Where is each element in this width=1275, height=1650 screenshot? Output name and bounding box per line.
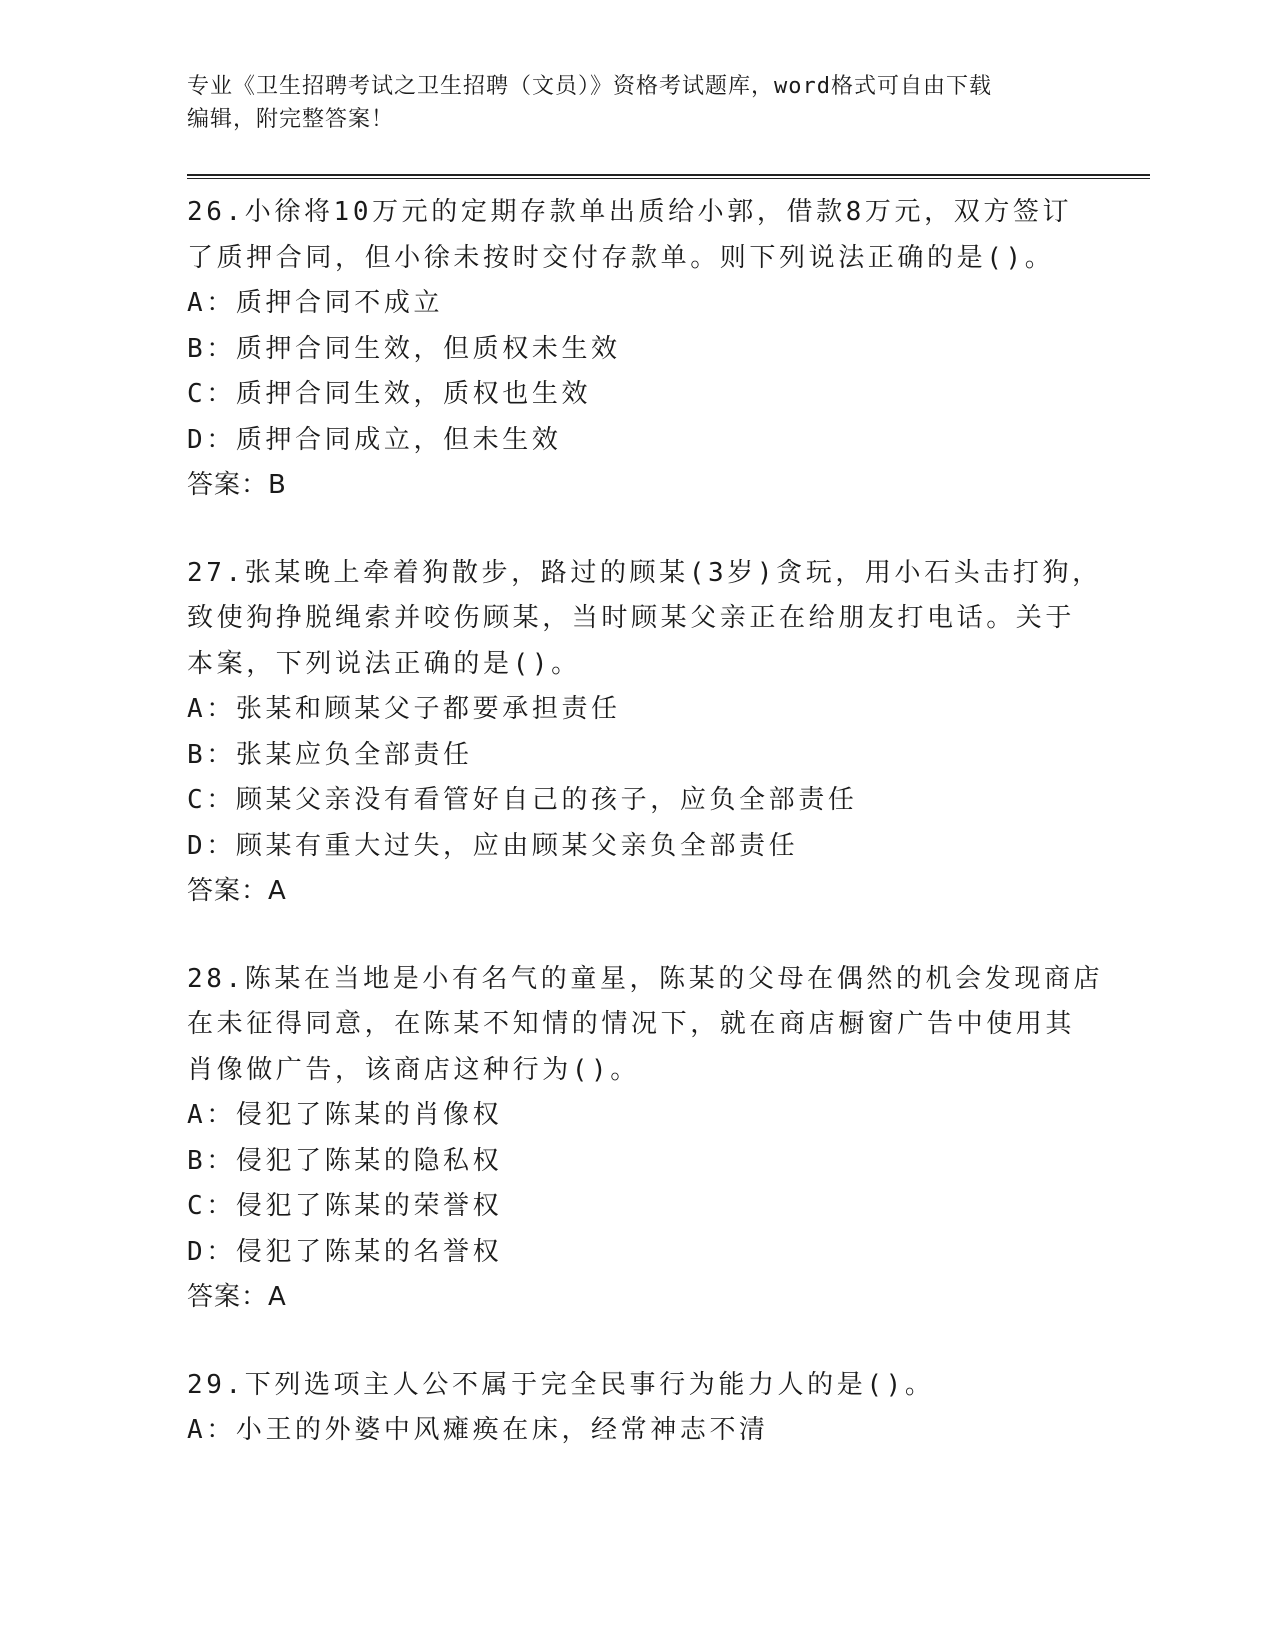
question-28 [187,957,1104,1321]
question-29 [187,1363,1087,1454]
option-a: A：侵犯了陈某的肖像权 [187,1100,503,1130]
option-b: B：张某应负全部责任 [187,739,473,770]
question-stem-line: 27.张某晚上牵着狗散步，路过的顾某(3岁)贪玩，用小石头击打狗， [187,557,1102,588]
option-d: D：顾某有重大过失，应由顾某父亲负全部责任 [187,830,799,861]
document-header [187,70,1087,136]
question-stem-line: 29.下列选项主人公不属于完全民事行为能力人的是()。 [187,1369,935,1400]
question-stem-line: 28.陈某在当地是小有名气的童星，陈某的父母在偶然的机会发现商店 [187,963,1104,994]
option-d: D：侵犯了陈某的名誉权 [187,1236,503,1267]
answer-line: 答案：A [187,1282,287,1312]
option-b: B：侵犯了陈某的隐私权 [187,1145,503,1176]
option-a: A：张某和顾某父子都要承担责任 [187,694,621,724]
option-a: A：小王的外婆中风瘫痪在床，经常神志不清 [187,1415,769,1445]
option-d: D：质押合同成立，但未生效 [187,424,562,455]
question-stem-line: 26.小徐将10万元的定期存款单出质给小郭，借款8万元，双方签订 [187,197,1073,227]
question-stem-line: 肖像做广告，该商店这种行为()。 [187,1054,640,1085]
option-c: C：侵犯了陈某的荣誉权 [187,1191,503,1221]
option-b: B：质押合同生效，但质权未生效 [187,333,621,364]
question-stem-line: 了质押合同，但小徐未按时交付存款单。则下列说法正确的是()。 [187,242,1055,273]
answer-line: 答案：B [187,470,287,500]
question-stem-line: 致使狗挣脱绳索并咬伤顾某，当时顾某父亲正在给朋友打电话。关于 [187,603,1076,633]
question-27 [187,551,1102,915]
header-line-1: 专业《卫生招聘考试之卫生招聘（文员）》资格考试题库，word格式可自由下载 [187,74,992,99]
question-stem-line: 本案，下列说法正确的是()。 [187,648,581,679]
header-line-2: 编辑，附完整答案！ [187,107,395,132]
header-divider [187,174,1150,179]
option-a: A：质押合同不成立 [187,288,444,318]
answer-line: 答案：A [187,876,287,906]
question-stem-line: 在未征得同意，在陈某不知情的情况下，就在商店橱窗广告中使用其 [187,1009,1076,1039]
question-list [187,190,1104,1496]
option-c: C：顾某父亲没有看管好自己的孩子，应负全部责任 [187,785,858,815]
question-26 [187,190,1087,509]
option-c: C：质押合同生效，质权也生效 [187,379,592,409]
